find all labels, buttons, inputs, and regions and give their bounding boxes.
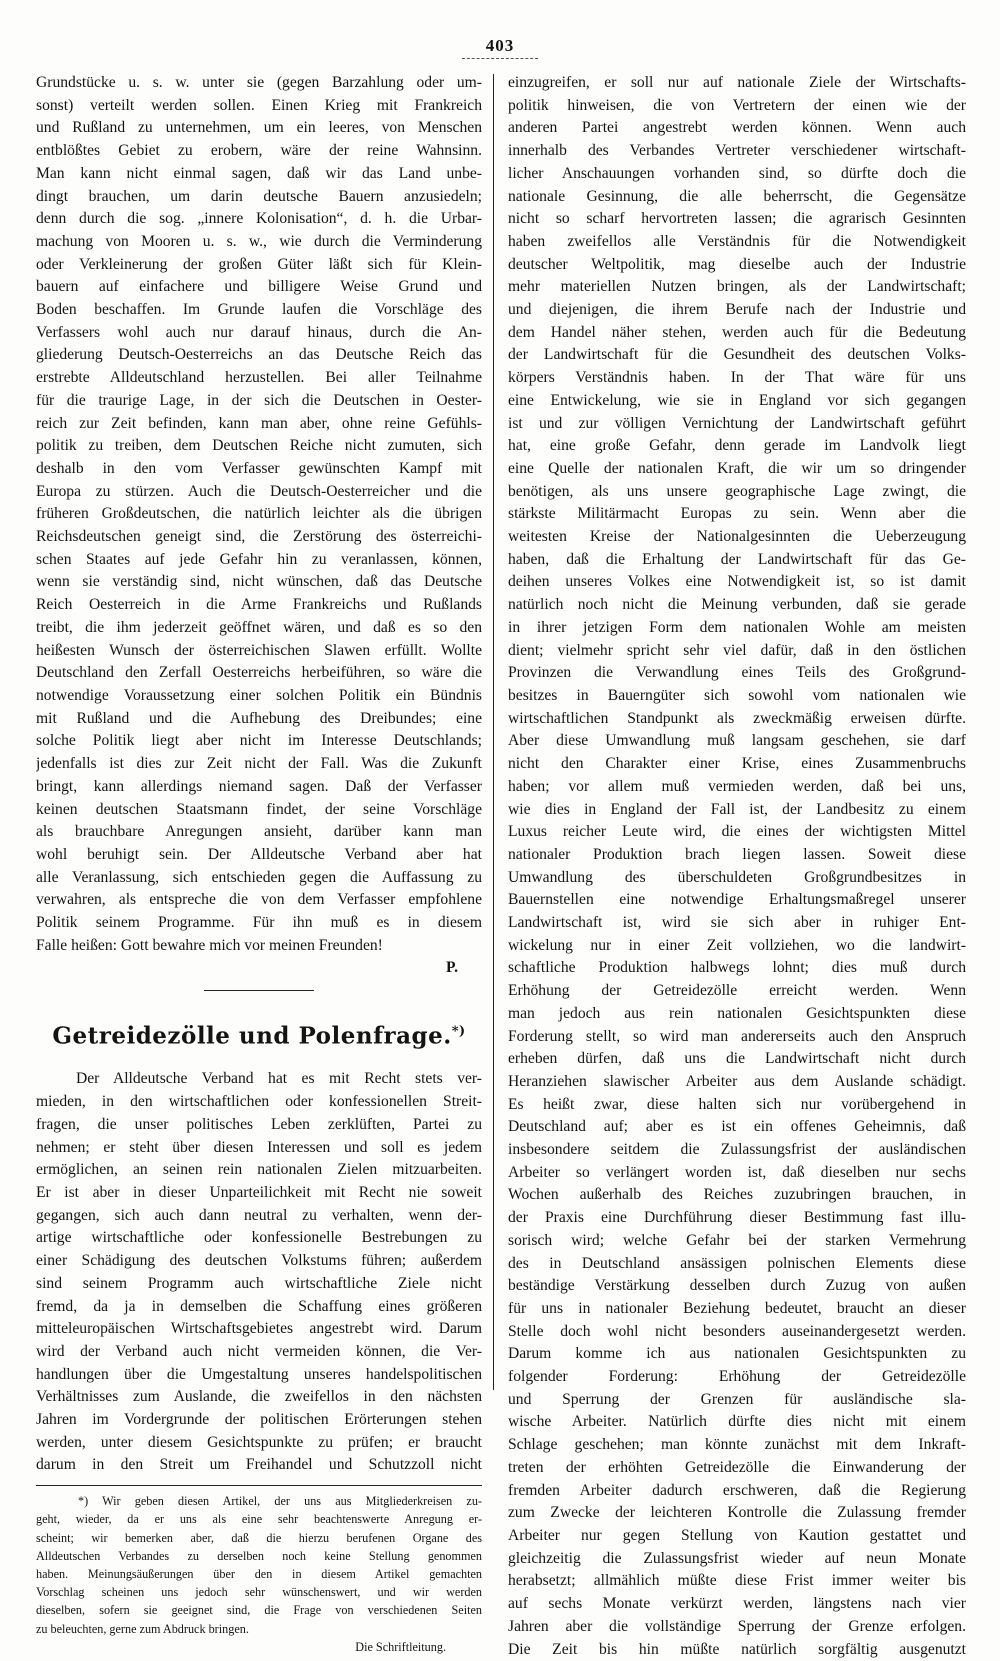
text-line: solche Politik liegt aber nicht im Interesse Deutschlands; — [36, 732, 482, 750]
text-line: ist und zur völligen Vernichtung der Landwirtschaft geführt — [508, 414, 966, 432]
text-line: heißesten Wunsch der österreichischen Slawen erfüllt. Wollte — [36, 641, 482, 659]
text-line: Verfassers wohl auch nur darauf hinaus, durch die An- — [36, 323, 482, 341]
text-line: dem Handel näher stehen, werden auch für die Bedeutung — [508, 323, 966, 341]
page-number: 403 — [485, 36, 515, 55]
text-line: treten der erhöhten Getreidezölle die Einwanderung der — [508, 1458, 966, 1476]
footnote-mark: *) — [451, 1024, 466, 1040]
text-line: ermöglichen, an seinen rein nationalen Zielen mitzuarbeiten. — [36, 1161, 482, 1179]
footnote-line: haben. Meinungsäußerungen über den in diesem Artikel gemachten — [36, 1566, 482, 1581]
right-text-block — [508, 72, 966, 1661]
text-line: und diejenigen, die ihrem Berufe nach der Industrie und — [508, 301, 966, 319]
text-line: deihen unseres Volkes eine Notwendigkeit ist, so ist damit — [508, 573, 966, 591]
text-line: früheren Großdeutschen, die natürlich leichter als die übrigen — [36, 505, 482, 523]
text-line: darum in den Streit um Freihandel und Schutzzoll nicht — [36, 1456, 482, 1474]
page-number-rule — [462, 58, 538, 59]
text-line: Europa zu stürzen. Auch die Deutsch-Oesterreicher und die — [36, 482, 482, 500]
text-line: handlungen über die Umgestaltung unseres handelspolitischen — [36, 1365, 482, 1383]
text-line: mieden, in den wirtschaftlichen oder konfessionellen Streit- — [36, 1093, 482, 1111]
text-line: politik hinweisen, die von Vertretern der einen wie der — [508, 96, 966, 114]
text-line: Deutschland den Zerfall Oesterreichs herbeiführen, so wäre die — [36, 664, 482, 682]
text-line: zum Zwecke der leichteren Kontrolle die Zulassung fremder — [508, 1504, 966, 1522]
article-title-text: Getreidezölle und Polenfrage. — [52, 1022, 452, 1050]
text-line: Man kann nicht einmal sagen, daß wir das Land unbe- — [36, 164, 482, 182]
text-line: der Praxis eine Durchführung dieser Bestimmung fast illu- — [508, 1209, 966, 1227]
text-line: entblößtes Gebiet zu erobern, wäre der reine Wahnsinn. — [36, 142, 482, 160]
text-line: Er ist aber in dieser Unparteilichkeit mit Recht nie soweit — [36, 1184, 482, 1201]
text-line: nicht den Charakter einer Krise, eines Zusammenbruchs — [508, 755, 966, 773]
footnote-line: dieselben, sofern sie geeignet sind, die Frage von verschiedenen Seiten — [36, 1603, 482, 1618]
article-title — [36, 1021, 482, 1048]
text-line: notwendige Voraussetzung einer solchen Politik ein Bündnis — [36, 686, 482, 704]
text-line: machung von Mooren u. s. w., wie durch die Verminderung — [36, 232, 482, 250]
text-line: mit Rußland und die Aufhebung des Dreibundes; eine — [36, 709, 482, 727]
text-line: gegangen, sich auch dann neutral zu verhalten, wenn der- — [36, 1206, 482, 1224]
text-line: insbesondere seitdem die Zulassungsfrist der ausländischen — [508, 1141, 966, 1159]
footnote-line: zu beleuchten, gerne zum Abdruck bringen. — [36, 1621, 249, 1636]
right-column — [508, 72, 966, 1661]
text-line: weitesten Kreise der Nationalgesinnten die Ueberzeugung — [508, 528, 966, 546]
text-line: benötigen, als uns unsere geographische Lage zwingt, die — [508, 482, 966, 500]
text-line: herabsetzt; allmählich müßte diese Frist immer weiter bis — [508, 1572, 966, 1590]
text-line: innerhalb des Verbandes Vertreter verschiedener wirtschaft- — [508, 142, 966, 160]
text-line: Reichsdeutschen geneigt sind, die Zerstörung des österreichi- — [36, 528, 482, 546]
text-line: Schlage geschehen; man könnte zunächst mit dem Inkraft- — [508, 1436, 966, 1454]
text-line: fremden Arbeiter dadurch erschweren, daß die Regierung — [508, 1481, 966, 1499]
text-line: Arbeiter so verlängert worden ist, daß dieselben nur sechs — [508, 1163, 966, 1181]
text-line: Arbeiter nur gegen Stellung von Kaution gestattet und — [508, 1527, 966, 1544]
text-line: bringt, kann allerdings niemand sagen. Daß der Verfasser — [36, 777, 482, 795]
text-line: man jedoch aus rein nationalen Gesichtspunkten diese — [508, 1004, 966, 1022]
text-line: Darum komme ich aus nationalen Gesichtspunkten zu — [508, 1345, 966, 1363]
text-line: mehr materiellen Nutzen bringen, als der Landwirtschaft; — [508, 278, 966, 296]
text-line: stärkste Militärmacht Europas zu sein. Wenn aber die — [508, 505, 966, 523]
text-line: Falle heißen: Gott bewahre mich vor meinen Freunden! — [36, 936, 383, 954]
text-line: Grundstücke u. s. w. unter sie (gegen Barzahlung oder um- — [36, 74, 482, 91]
text-line: Politik seinem Programme. Für ihn muß es in diesem — [36, 914, 482, 932]
text-line: natürlich noch nicht die Meinung verbunden, daß sie gerade — [508, 596, 966, 614]
text-line: Erhöhung der Getreidezölle erreicht werden. Wenn — [508, 982, 966, 1000]
text-line: wirtschaftlichen Standpunkt als zweckmäßig erweisen dürfte. — [508, 709, 966, 727]
left-column — [36, 72, 482, 1656]
text-line: Aber diese Umwandlung muß langsam geschehen, sie darf — [508, 732, 966, 750]
text-line: wie dies in England der Fall ist, der Landbesitz zu einem — [508, 800, 966, 818]
text-line: keinen deutschen Staatsmann findet, der seine Vorschläge — [36, 800, 482, 818]
text-line: wische Arbeiter. Natürlich dürfte dies nicht mit einem — [508, 1413, 966, 1431]
text-line: werden, unter diesem Gesichtspunkte zu prüfen; er braucht — [36, 1433, 482, 1451]
text-line: Heranziehen slawischer Arbeiter aus dem Auslande schädigt. — [508, 1072, 966, 1090]
text-line: deutscher Weltpolitik, mag dieselbe auch der Industrie — [508, 255, 966, 273]
footnote-line: scheint; wir bemerken aber, daß die hierzu berufenen Organe des — [36, 1530, 482, 1545]
text-line: verwahren, als entspreche die von dem Verfasser empfohlene — [36, 891, 482, 909]
text-line: Jahren aber die vollständige Sperrung der Grenze erfolgen. — [508, 1617, 966, 1635]
text-line: nehmen; er steht über diesen Interessen und soll es jedem — [36, 1138, 482, 1156]
text-line: einzugreifen, er soll nur auf nationale Ziele der Wirtschafts- — [508, 74, 966, 91]
text-line: Forderung stellt, so wird man andererseits auch den Anspruch — [508, 1027, 966, 1045]
footnote-line: Vorschlag scheinen uns jedoch sehr wünschenswert, und wir werden — [36, 1585, 482, 1600]
text-line: Stelle doch wohl nicht besonders auseinandergesetzt werden. — [508, 1322, 966, 1340]
text-line: wickelung nur in einer Zeit vollziehen, wo die landwirt- — [508, 936, 966, 954]
text-line: denn durch die sog. „innere Kolonisation“, d. h. die Urbar- — [36, 210, 482, 228]
footnote-signoff: Die Schriftleitung. — [355, 1639, 446, 1654]
text-line: Reich Oesterreich in die Arme Frankreichs und Rußlands — [36, 596, 482, 614]
text-line: eine Quelle der nationalen Kraft, die wir um so dringender — [508, 459, 966, 477]
text-line: Die Zeit bis hin müßte natürlich sorgfältig ausgenutzt — [508, 1640, 966, 1658]
text-line: anderen Partei angestrebt werden können. Wenn auch — [508, 119, 966, 137]
text-line: alle Veranlassung, sich entschieden gegen die Auffassung zu — [36, 868, 482, 886]
text-line: als brauchbare Anregungen ansieht, darüber kann man — [36, 823, 482, 841]
text-line: politik zu treiben, dem Deutschen Reiche nicht zumuten, sich — [36, 437, 482, 455]
text-line: bauern auf einfachere und billigere Weise Grund und — [36, 278, 482, 296]
text-line: Wochen außerhalb des Reiches zuzubringen brauchen, in — [508, 1186, 966, 1204]
text-line: in ihrer jetzigen Form dem nationalen Wohle am meisten — [508, 618, 966, 636]
text-line: dient; vielmehr spricht sehr viel dafür, daß in den östlichen — [508, 641, 966, 659]
text-line: der Landwirtschaft für die Gesundheit des deutschen Volks- — [508, 346, 966, 364]
text-line: Landwirtschaft ist, wird sie sich aber in ruhiger Ent- — [508, 914, 966, 932]
text-line: mitteleuropäischen Wirtschaftsgebietes angestrebt wird. Darum — [36, 1320, 482, 1338]
footnote-line: geht, wieder, da er uns als eine sehr beachtenswerte Anregung er- — [36, 1512, 482, 1527]
footnote-divider — [36, 1485, 482, 1486]
text-line: reich zur Zeit befinden, kann man aber, ohne reine Gefühls- — [36, 414, 482, 432]
text-line: haben, daß die Erhaltung der Landwirtschaft für das Ge- — [508, 550, 966, 568]
text-line: hat, eine große Gefahr, denn gerade im Landvolk liegt — [508, 437, 966, 455]
text-line: deshalb in den vom Verfasser gewünschten Kampf mit — [36, 459, 482, 477]
text-line: licher Anschauungen vorhanden sind, so dürfte doch die — [508, 164, 966, 182]
text-line: erstrebte Alldeutschland herzustellen. Bei aller Teilnahme — [36, 369, 482, 387]
text-line: wenn sie verständig sind, nicht wünschen, daß das Deutsche — [36, 573, 482, 591]
text-line: schen Staates auf jede Gefahr hin zu veranlassen, können, — [36, 550, 482, 568]
footnote — [36, 1492, 482, 1656]
text-line: haben; vor allem muß vermieden werden, daß bei uns, — [508, 777, 966, 795]
text-line: Boden beschaffen. Im Grunde laufen die Vorschläge des — [36, 301, 482, 319]
text-line: schaftliche Produktion halbwegs lohnt; dies muß durch — [508, 959, 966, 977]
footnote-text-block — [36, 1492, 482, 1638]
text-line: Verhältnisses zum Auslande, die zweifellos in den nächsten — [36, 1388, 482, 1406]
footnote-line: *) Wir geben diesen Artikel, der uns aus Mitgliederkreisen zu- — [78, 1494, 482, 1509]
text-line: oder Verkleinerung der großen Güter läßt sich für Klein- — [36, 255, 482, 273]
text-line: fremd, da ja in demselben die Schaffung eines größeren — [36, 1297, 482, 1315]
intro-text-block — [36, 72, 482, 957]
text-line: sind seinem Programm auch wirtschaftliche Ziele nicht — [36, 1274, 482, 1292]
text-line: folgender Forderung: Erhöhung der Getreidezölle — [508, 1368, 966, 1386]
text-line: sonst) verteilt werden sollen. Einen Krieg mit Frankreich — [36, 96, 482, 114]
text-line: Der Alldeutsche Verband hat es mit Recht stets ver- — [76, 1070, 482, 1088]
text-line: Jahren im Vordergrunde der politischen Erörterungen stehen — [36, 1411, 482, 1429]
text-line: nationaler Produktion brach liegen lassen. Soweit diese — [508, 845, 966, 863]
text-line: körpers Verständnis haben. In der That wäre für uns — [508, 369, 966, 387]
text-line: des in Deutschland ansässigen polnischen Elements diese — [508, 1254, 966, 1272]
column-divider — [493, 74, 494, 1390]
footnote-line: Alldeutschen Verbandes zu derselben noch keine Stellung genommen — [36, 1548, 482, 1563]
text-line: nationale Gesinnung, die alle beherrscht, die Gegensätze — [508, 187, 966, 205]
text-line: jedenfalls ist dies zur Zeit nicht der Fall. Was die Zukunft — [36, 755, 482, 773]
text-line: sorisch wird; welche Gefahr bei der starken Vermehrung — [508, 1231, 966, 1249]
author-signature: P. — [446, 959, 458, 977]
text-line: Provinzen die Verwandlung eines Teils des Großgrund- — [508, 664, 966, 682]
text-line: beständige Verstärkung desselben durch Zuzug von außen — [508, 1277, 966, 1295]
text-line: für uns in nationaler Beziehung bedeutet, braucht an dieser — [508, 1299, 966, 1317]
text-line: gliederung Deutsch-Oesterreichs an das Deutsche Reich das — [36, 346, 482, 364]
text-line: nicht so scharf hervortreten lassen; die agrarisch Gesinnten — [508, 210, 966, 228]
text-line: artige wirtschaftliche oder konfessionelle Bestrebungen zu — [36, 1229, 482, 1247]
text-line: wird der Verband auch nicht vermeiden können, die Ver- — [36, 1342, 482, 1360]
text-line: haben zweifellos alle Verständnis für die Notwendigkeit — [508, 232, 966, 250]
text-line: und Rußland zu unternehmen, um ein leeres, von Menschen — [36, 119, 482, 137]
text-line: dingt brauchen, um darin deutsche Bauern anzusiedeln; — [36, 187, 482, 205]
text-line: Luxus reicher Leute wird, die eines der wichtigsten Mittel — [508, 823, 966, 841]
text-line: erheben dürfen, daß uns die Landwirtschaft nicht durch — [508, 1050, 966, 1068]
section-divider — [204, 990, 314, 991]
text-line: einer Schädigung des deutschen Volkstums führen; außerdem — [36, 1252, 482, 1270]
text-line: Es heißt zwar, diese halten sich nur vorübergehend in — [508, 1095, 966, 1113]
text-line: eine Entwickelung, wie sie in England vor sich gegangen — [508, 391, 966, 409]
text-line: gleichzeitig die Zulassungsfrist wieder auf neun Monate — [508, 1549, 966, 1567]
text-line: Umwandlung des überschuldeten Großgrundbesitzes in — [508, 868, 966, 886]
text-line: treibt, die ihm jederzeit geöffnet wären, und daß es so den — [36, 618, 482, 636]
text-line: besitzes in Bauerngüter sich sowohl vom nationalen wie — [508, 686, 966, 704]
text-line: und Sperrung der Grenzen für ausländische sla- — [508, 1390, 966, 1408]
text-line: auf sechs Monate verkürzt werden, längstens nach vier — [508, 1595, 966, 1613]
text-line: fragen, die unser politisches Leben zerklüften, Partei zu — [36, 1115, 482, 1133]
article-text-block — [36, 1068, 482, 1477]
text-line: wohl beruhigt sein. Der Alldeutsche Verband aber hat — [36, 845, 482, 863]
text-line: Bauernstellen eine notwendige Erhaltungsmaßregel unserer — [508, 891, 966, 909]
text-line: Deutschland auf; aber es ist ein offenes Geheimnis, daß — [508, 1118, 966, 1136]
text-line: für die traurige Lage, in der sich die Deutschen in Oester- — [36, 391, 482, 409]
